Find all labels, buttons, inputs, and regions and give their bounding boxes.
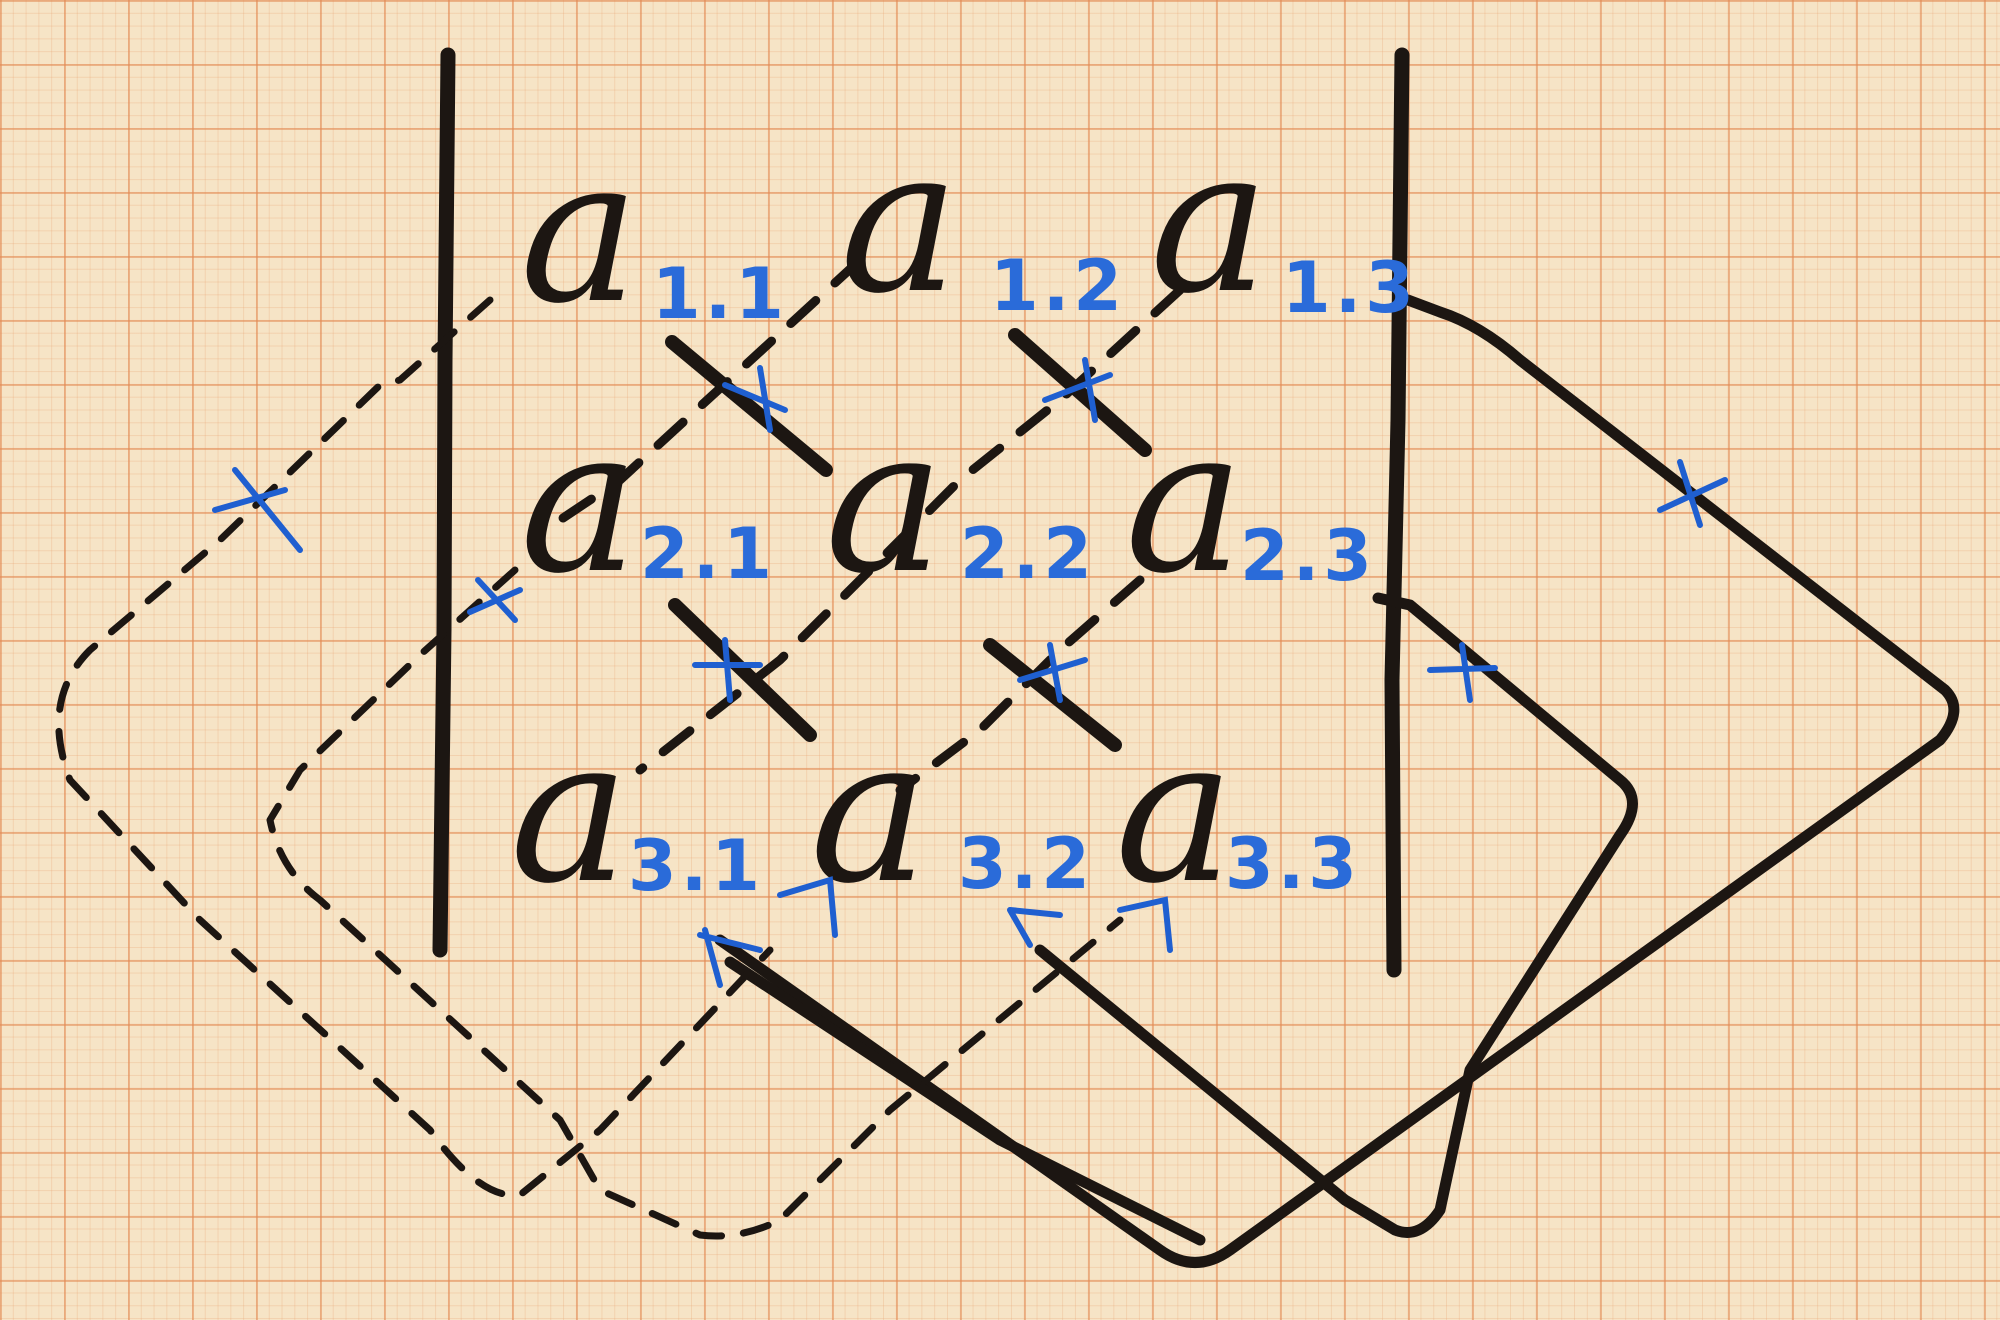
entry-subscript: 2.2 (960, 513, 1097, 595)
right-determinant-bar (1392, 55, 1402, 970)
entry-letter: a (840, 105, 960, 338)
entry-subscript: 1.3 (1282, 247, 1419, 329)
entry-letter: a (510, 695, 630, 928)
entry-letter: a (520, 385, 640, 618)
entry-letter: a (1150, 105, 1270, 338)
entry-subscript: 3.1 (628, 825, 765, 907)
entry-subscript: 3.3 (1225, 823, 1362, 905)
matrix-row-1 (520, 105, 1418, 348)
matrix-row-2 (520, 385, 1376, 618)
entry-subscript: 1.2 (990, 245, 1127, 327)
crossing-mark (215, 470, 300, 550)
arrow-mark (1010, 910, 1060, 945)
entry-letter: a (1115, 695, 1235, 928)
entry-letter: a (520, 115, 640, 348)
positive-diagonal-main-lower (675, 605, 810, 735)
entry-subscript: 1.1 (652, 253, 789, 335)
entry-letter: a (825, 385, 945, 618)
entry-subscript: 3.2 (958, 823, 1095, 905)
entry-letter: a (1125, 385, 1245, 618)
entry-subscript: 2.3 (1240, 515, 1377, 597)
entry-letter: a (810, 695, 930, 928)
entry-subscript: 2.1 (640, 513, 777, 595)
left-determinant-bar (440, 55, 448, 950)
matrix-row-3 (510, 695, 1361, 928)
